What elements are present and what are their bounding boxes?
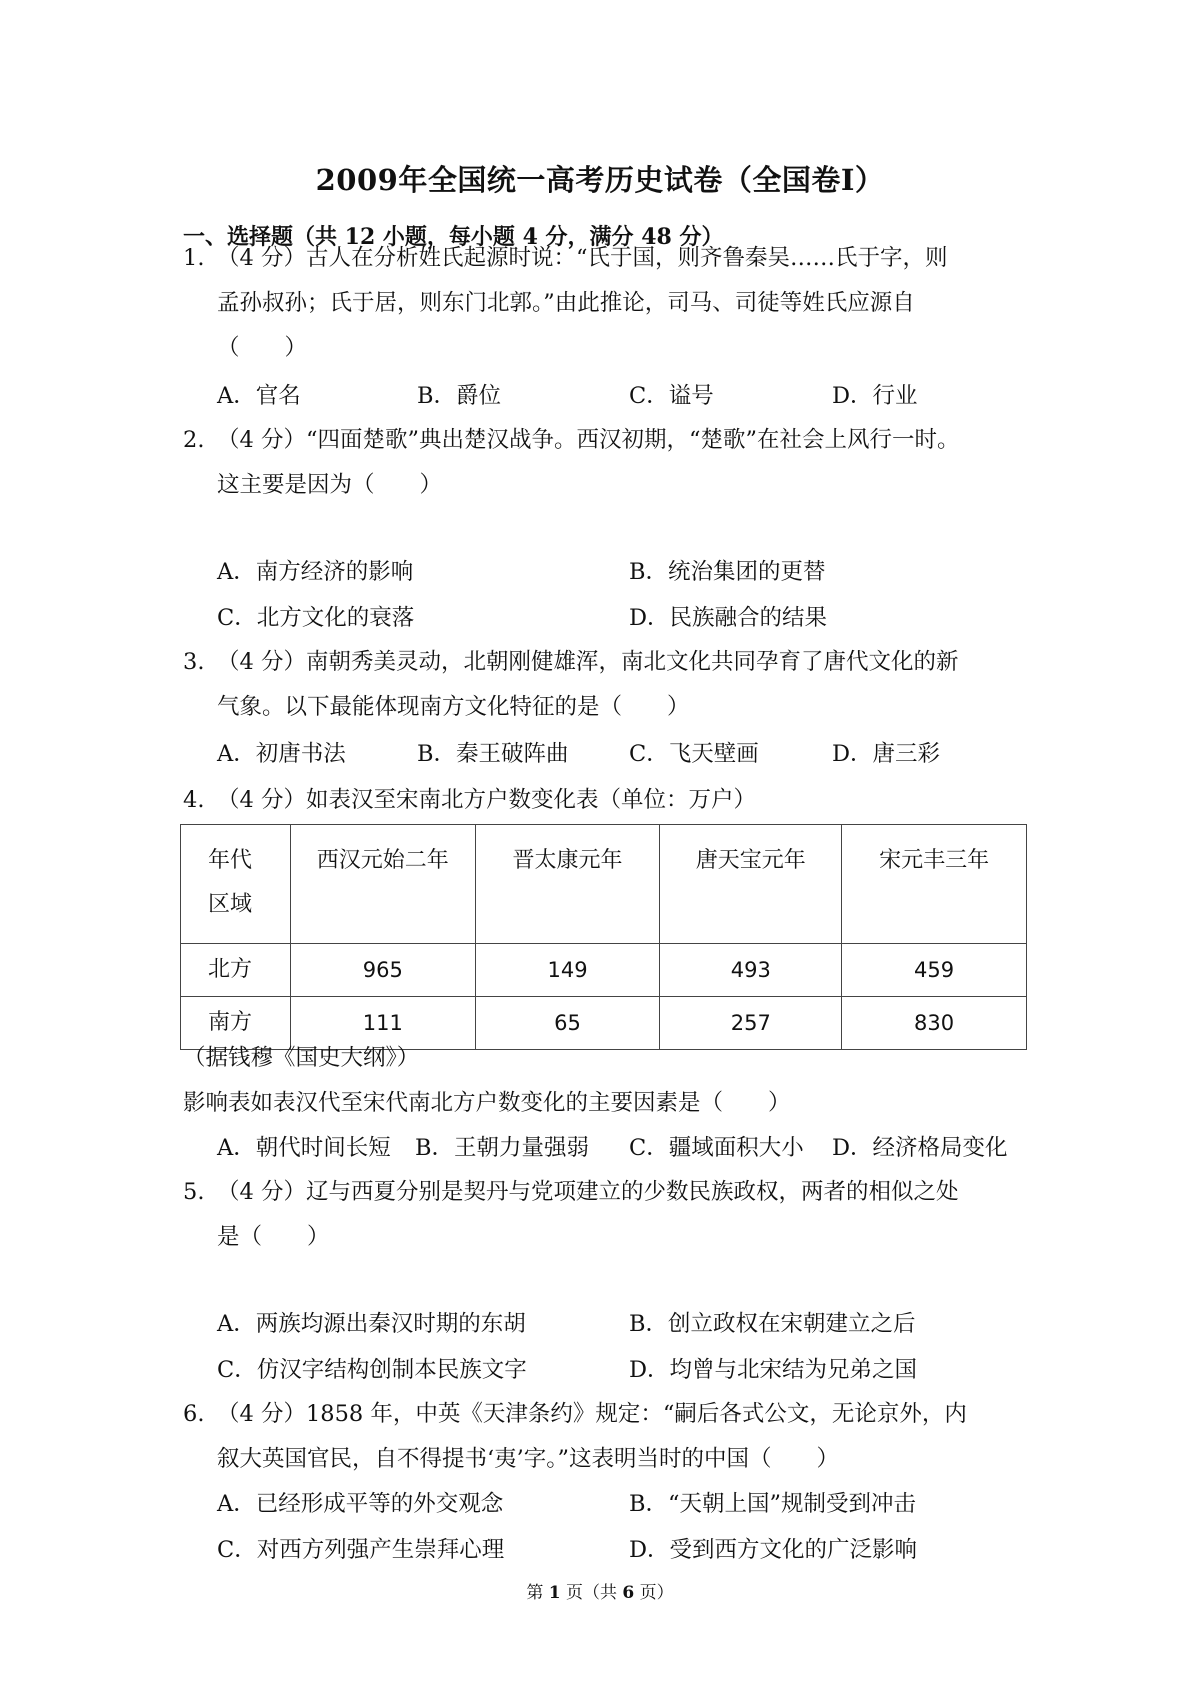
- option-a: A．初唐书法: [217, 741, 346, 767]
- question-text: （4 分）“四面楚歌”典出楚汉战争。西汉初期，“楚歌”在社会上风行一时。: [217, 427, 960, 453]
- options-row: [217, 600, 1027, 640]
- options-row: [217, 1532, 1027, 1572]
- table-cell: 65: [475, 997, 660, 1050]
- option-d: D．均曾与北宋结为兄弟之国: [629, 1357, 918, 1383]
- option-d: D．受到西方文化的广泛影响: [629, 1537, 918, 1563]
- option-d: D．唐三彩: [832, 741, 941, 767]
- option-a: A．已经形成平等的外交观念: [217, 1491, 504, 1517]
- table-corner-cell: [181, 825, 291, 944]
- option-d: D．行业: [832, 383, 918, 409]
- option-a: A．南方经济的影响: [217, 559, 414, 585]
- table-header-row: [181, 825, 1027, 944]
- table-cell: 111: [290, 997, 475, 1050]
- table-cell: 257: [660, 997, 842, 1050]
- option-a: A．两族均源出秦汉时期的东胡: [217, 1311, 526, 1337]
- table-cell: 459: [842, 944, 1027, 997]
- row-label: 南方: [181, 997, 291, 1050]
- question-2: [183, 418, 1028, 508]
- option-b: B．王朝力量强弱: [415, 1135, 590, 1161]
- table-cell: 965: [290, 944, 475, 997]
- section-heading: 一、选择题（共 12 小题，每小题 4 分，满分 48 分）: [183, 224, 724, 250]
- option-b: B．创立政权在宋朝建立之后: [629, 1311, 916, 1337]
- option-b: B．“天朝上国”规制受到冲击: [629, 1491, 917, 1517]
- column-header: 宋元丰三年: [842, 825, 1027, 944]
- option-c: C．北方文化的衰落: [217, 605, 415, 631]
- option-c: C．仿汉字结构创制本民族文字: [217, 1357, 527, 1383]
- household-table: [180, 824, 1027, 1050]
- option-d: D．民族融合的结果: [629, 605, 828, 631]
- option-a: A．朝代时间长短: [217, 1135, 391, 1161]
- question-text: 孟孙叔孙；氏于居，则东门北郭。”由此推论，司马、司徒等姓氏应源自: [217, 290, 915, 316]
- question-4: [183, 778, 1028, 823]
- page-title: 2009年全国统一高考历史试卷（全国卷Ⅰ）: [315, 163, 885, 197]
- table-cell: 493: [660, 944, 842, 997]
- options-row: [217, 1130, 1027, 1170]
- question-number: 5.: [183, 1179, 205, 1205]
- footer-total-pages: 6: [622, 1583, 635, 1603]
- options-row: [217, 378, 1027, 418]
- page-footer: [0, 1578, 1200, 1603]
- question-text: （4 分）南朝秀美灵动，北朝刚健雄浑，南北文化共同孕育了唐代文化的新: [217, 649, 959, 675]
- question-number: 3.: [183, 649, 205, 675]
- column-header: 晋太康元年: [475, 825, 660, 944]
- question-1: [183, 236, 1028, 371]
- corner-bottom: 区域: [208, 892, 253, 917]
- corner-top: 年代: [208, 848, 253, 873]
- column-header: 西汉元始二年: [290, 825, 475, 944]
- option-c: C．谥号: [629, 383, 714, 409]
- option-b: B．秦王破阵曲: [417, 741, 569, 767]
- question-text: （4 分）如表汉至宋南北方户数变化表（单位：万户）: [217, 787, 756, 813]
- option-c: C．对西方列强产生崇拜心理: [217, 1537, 505, 1563]
- column-header: 唐天宝元年: [660, 825, 842, 944]
- footer-post: 页）: [639, 1583, 674, 1603]
- question-number: 4.: [183, 787, 205, 813]
- footer-page-number: 1: [548, 1583, 561, 1603]
- question-text: 这主要是因为（ ）: [217, 472, 443, 498]
- option-d: D．经济格局变化: [832, 1135, 1008, 1161]
- option-c: C．飞天壁画: [629, 741, 759, 767]
- question-text: （4 分）古人在分析姓氏起源时说：“氏于国，则齐鲁秦吴……氏于字，则: [217, 245, 948, 271]
- table-row: [181, 944, 1027, 997]
- question-number: 2.: [183, 427, 205, 453]
- options-row: [217, 554, 1027, 594]
- table-cell: 149: [475, 944, 660, 997]
- question-text: （ ）: [217, 335, 308, 361]
- option-b: B．爵位: [417, 383, 502, 409]
- options-row: [217, 1306, 1027, 1346]
- question-number: 6.: [183, 1401, 205, 1427]
- question-text: 叙大英国官民，自不得提书‘夷’字。”这表明当时的中国（ ）: [217, 1446, 840, 1472]
- question-number: 1.: [183, 245, 205, 271]
- question-5: [183, 1170, 1028, 1260]
- footer-mid: 页（共: [566, 1583, 617, 1603]
- options-row: [217, 736, 1027, 776]
- table-source: （据钱穆《国史大纲》）: [183, 1045, 420, 1071]
- question-6: [183, 1392, 1028, 1482]
- question-text: 是（ ）: [217, 1224, 330, 1250]
- question-text: 影响表如表汉代至宋代南北方户数变化的主要因素是（ ）: [183, 1090, 791, 1116]
- option-a: A．官名: [217, 383, 301, 409]
- row-label: 北方: [181, 944, 291, 997]
- footer-pre: 第: [526, 1583, 544, 1603]
- options-row: [217, 1352, 1027, 1392]
- question-text: 气象。以下最能体现南方文化特征的是（ ）: [217, 694, 690, 720]
- question-3: [183, 640, 1028, 730]
- question-text: （4 分）1858 年，中英《天津条约》规定：“嗣后各式公文，无论京外，内: [217, 1401, 967, 1427]
- options-row: [217, 1486, 1027, 1526]
- question-text: （4 分）辽与西夏分别是契丹与党项建立的少数民族政权，两者的相似之处: [217, 1179, 959, 1205]
- option-b: B．统治集团的更替: [629, 559, 826, 585]
- option-c: C．疆域面积大小: [629, 1135, 804, 1161]
- table-cell: 830: [842, 997, 1027, 1050]
